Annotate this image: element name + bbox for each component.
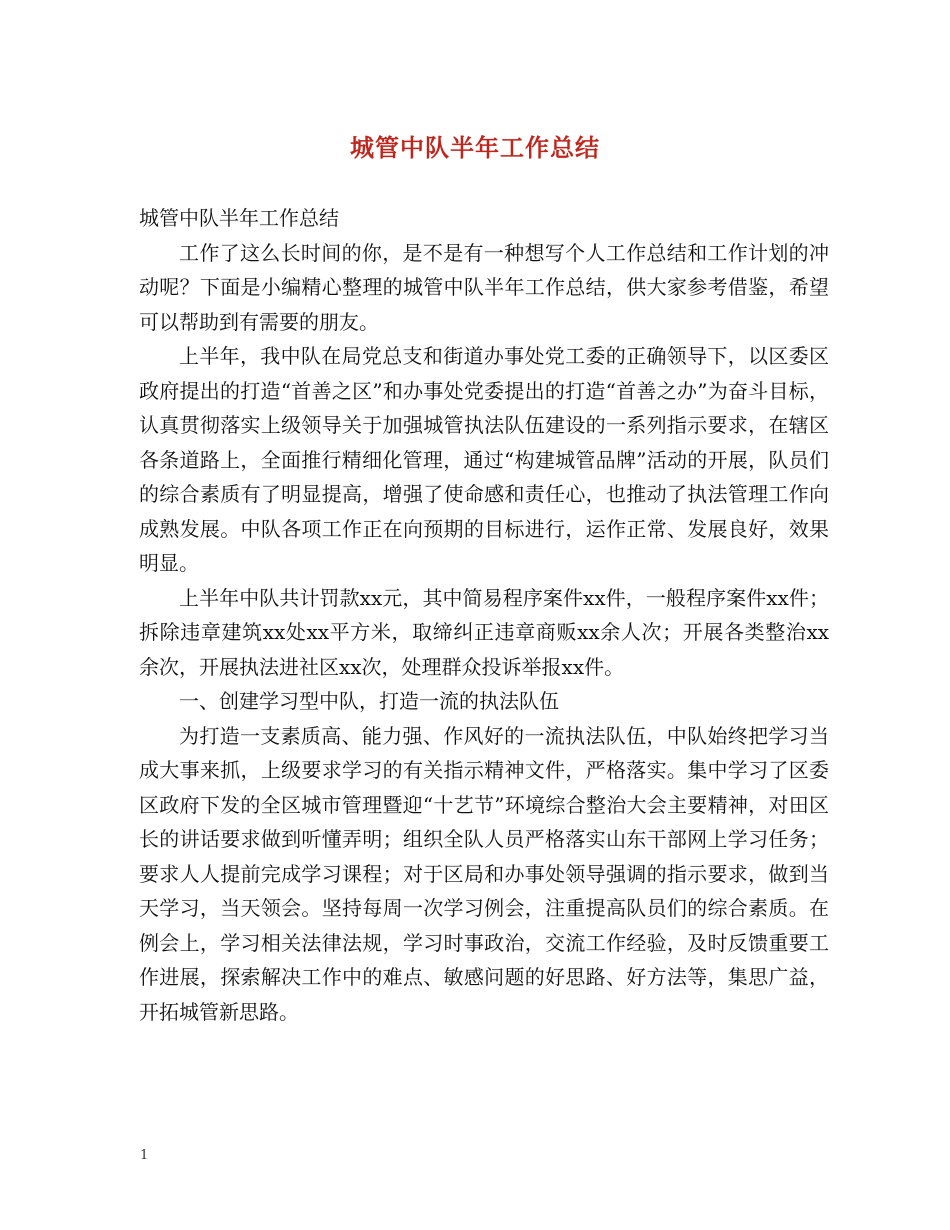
document-body [139, 201, 829, 1029]
section-heading: 一、创建学习型中队，打造一流的执法队伍 [179, 689, 559, 713]
statistics-paragraph: 上半年中队共计罚款xx元，其中简易程序案件xx件，一般程序案件xx件；拆除违章建筑xx处xx平方米，取缔纠正违章商贩xx余人次；开展各类整治xx余次，开展执法进社区xx次，处理群众投诉举报xx件。 [139, 585, 829, 679]
document-title: 城管中队半年工作总结 [350, 133, 600, 162]
subtitle-paragraph: 城管中队半年工作总结 [139, 206, 339, 230]
page-number: 1 [140, 1148, 149, 1163]
section-body-paragraph: 为打造一支素质高、能力强、作风好的一流执法队伍，中队始终把学习当成大事来抓，上级要求学习的有关指示精神文件，严格落实。集中学习了区委区政府下发的全区城市管理暨迎“十艺节”环境综合整治大会主要精神，对田区长的讲话要求做到听懂弄明；组织全队人员严格落实山东干部网上学习任务；要求人人提前完成学习课程；对于区局和办事处领导强调的指示要求，做到当天学习，当天领会。坚持每周一次学习例会，注重提高队员们的综合素质。在例会上，学习相关法律法规，学习时事政治，交流工作经验，及时反馈重要工作进展，探索解决工作中的难点、敏感问题的好思路、好方法等，集思广益，开拓城管新思路。 [139, 723, 829, 1024]
overview-paragraph: 上半年，我中队在局党总支和街道办事处党工委的正确领导下，以区委区政府提出的打造“首善之区”和办事处党委提出的打造“首善之办”为奋斗目标，认真贯彻落实上级领导关于加强城管执法队伍建设的一系列指示要求，在辖区各条道路上，全面推行精细化管理，通过“构建城管品牌”活动的开展，队员们的综合素质有了明显提高，增强了使命感和责任心，也推动了执法管理工作向成熟发展。中队各项工作正在向预期的目标进行，运作正常、发展良好，效果明显。 [139, 344, 829, 575]
intro-paragraph: 工作了这么长时间的你，是不是有一种想写个人工作总结和工作计划的冲动呢？下面是小编精心整理的城管中队半年工作总结，供大家参考借鉴，希望可以帮助到有需要的朋友。 [139, 240, 829, 334]
